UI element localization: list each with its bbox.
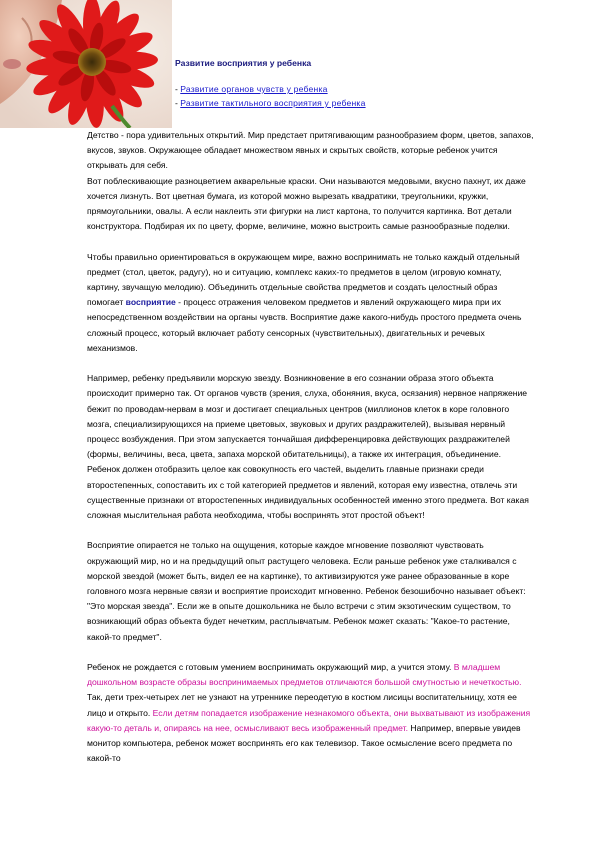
nav-link-row [175, 84, 328, 94]
highlight-text: Если детям попадается изображение незнакомого объекта, они выхватывают из изображения какую-то деталь и, опираясь на нее, осмысливают весь изображенный предмет. [87, 707, 531, 733]
paragraph-experience: Восприятие опирается не только на ощущения, которые каждое мгновение позволяют чувствовать окружающий мир, но и на предыдущий опыт растущего человека. Если раньше ребенок уже сталкивался с морской звездой (может быть, видел ее на картинке), то активизируются уже ранее образованные в коре головного мозга нервные связи и восприятие происходит мгновенно. Ребенок безошибочно называет объект: "Это морская звезда". Если же в опыте дошкольника не было встречи с этим экзотическим существом, то возникающий образ объекта будет нечетким, расплывчатым. Ребенок может сказать: "Какое-то растение, какой-то предмет". [87, 540, 526, 642]
text: Например, впервые увидев монитор компьютера, ребенок может воспринять его как телевизор. Такое осмысление всего предмета по какой-то [87, 722, 521, 764]
text: - процесс отражения человеком предметов и явлений окружающего мира при их непосредственном воздействии на органы чувств. Восприятие даже какого-нибудь простого предмета очень сложный процесс, который включает работу сенсорных (чувствительных), двигательных и речевых механизмов. [87, 297, 522, 353]
paragraph-intro: Детство - пора удивительных открытий. Мир предстает притягивающим разнообразием форм, цветов, запахов, вкусов, звуков. Окружающее обладает множеством явных и скрытых свойств, которые ребенок учится открывать для себя. [87, 130, 534, 171]
keyword-perception[interactable]: восприятие [125, 297, 176, 308]
paragraph-starfish-example: Например, ребенку предъявили морскую звезду. Возникновение в его сознании образа этого объекта происходит примерно так. От органов чувств (зрения, слуха, обоняния, вкуса, осязания) нервное напряжение бежит по проводам-нервам в мозг и достигает специальных центров (миллионов клеток в коре головного мозга, специализирующихся на приеме цветовых, звуковых и других раздражителей), вызывая нервный процесс возбуждения. При этом запускается тончайшая дифференцировка действующих раздражителей (формы, величины, веса, цвета, запаха морской обитательницы), а также их интеграция, объединение. Ребенок должен отобразить целое как совокупность его частей, выделить главные признаки среди второстепенных, сопоставить их с той категорией предметов и явлений, которая ему известна, отвлечь эти существенные признаки от второстепенных индивидуальных особенностей именно этого предмета. Вот какая сложная мыслительная работа необходима, чтобы воспринять этот простой объект! [87, 373, 529, 521]
link-tactile-perception[interactable]: Развитие тактильного восприятия у ребенка [180, 98, 366, 108]
link-sense-organs[interactable]: Развитие органов чувств у ребенка [180, 84, 328, 94]
text: Чтобы правильно ориентироваться в окружающем мире, важно воспринимать не только каждый отдельный предмет (стол, цветок, радугу), но и ситуацию, комплекс каких-то предметов в целом (игровую комнату, картину, звучащую мелодию). Объединить отдельные свойства предметов и создать целостный образ помогает [87, 251, 520, 308]
paragraph-preschool [87, 660, 535, 766]
nav-link-row [175, 98, 366, 108]
paragraph-perception-definition [87, 250, 535, 356]
link-prefix: - [175, 98, 181, 108]
text: Ребенок не рождается с готовым умением воспринимать окружающий мир, а учится этому. [87, 662, 454, 673]
flower-photo [0, 0, 172, 128]
page-title: Развитие восприятия у ребенка [175, 58, 312, 68]
article-body [87, 128, 535, 782]
text: Так, дети трех-четырех лет не узнают на утреннике переодетую в костюм лисицы воспитательницу, хотя ее лицо и открыто. [87, 692, 517, 718]
paragraph-paints: Вот поблескивающие разноцветием акварельные краски. Они называются медовыми, вкусно пахнут, их даже хочется лизнуть. Вот цветная бумага, из которой можно вырезать квадратики, треугольники, кружки, прямоугольники, овалы. А если наклеить эти фигурки на лист картона, то получится картинка. Вот детали конструктора. Подбирая их по цвету, форме, величине, можно выстроить самые разнообразные поделки. [87, 175, 526, 232]
link-prefix: - [175, 84, 181, 94]
highlight-text: В младшем дошкольном возрасте образы воспринимаемых предметов отличаются большой смутностью и нечеткостью. [87, 662, 522, 688]
